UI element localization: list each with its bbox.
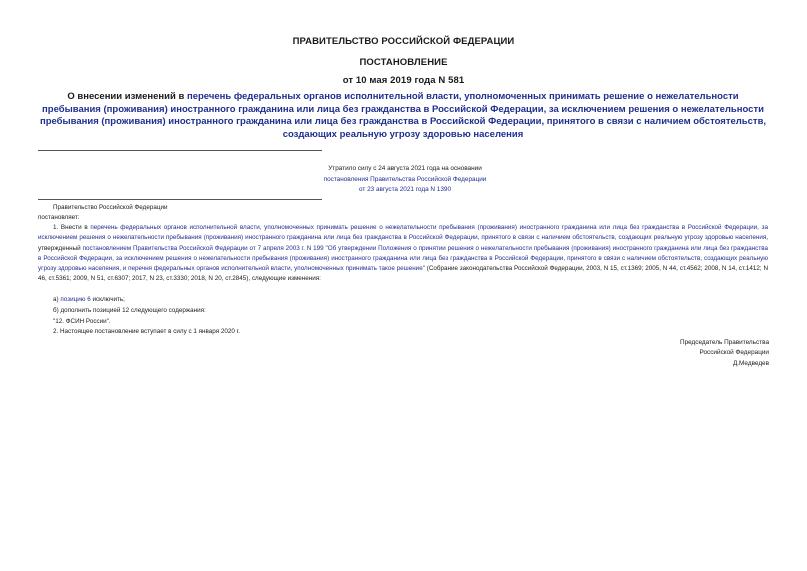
- date-number-heading: от 10 мая 2019 года N 581: [342, 75, 465, 86]
- divider-top: [38, 150, 322, 151]
- item-2: 2. Настоящее постановление вступает в силу с 1 января 2020 г.: [53, 328, 240, 335]
- divider-bottom: [38, 199, 322, 200]
- item-1-decree-link[interactable]: постановлением Правительства Российской Федерации от 7 апреля 2003 г. N 199 "Об утверждении Положения о принятии решения о нежелательности пребывания (проживания) иностранного гражданина или лица без гражданства в Российской Федерации, за исключением решения о нежелательности пребывания (проживания) иностранного гражданина или лица без гражданства в Российской Федерации, принятого в связи с наличием обстоятельств, создающих реальную угрозу здоровью населения, и перечня федеральных органов исполнительной власти, уполномоченных принимать такое решение": [38, 244, 768, 273]
- expiry-link-line2[interactable]: от 23 августа 2021 года N 1390: [358, 186, 452, 193]
- document-type-heading: ПОСТАНОВЛЕНИЕ: [359, 57, 448, 68]
- signature-position-line1: Председатель Правительства: [680, 339, 769, 346]
- item-a: [53, 295, 125, 305]
- government-heading: ПРАВИТЕЛЬСТВО РОССИЙСКОЙ ФЕДЕРАЦИИ: [292, 36, 515, 47]
- expiry-note-line: Утратило силу с 24 августа 2021 года на основании: [328, 165, 482, 172]
- item-b: б) дополнить позицией 12 следующего содержания:: [53, 307, 206, 314]
- item-1-paragraph: [38, 223, 768, 285]
- title-link[interactable]: перечень федеральных органов исполнительной власти, уполномоченных принимать решение о нежелательности пребывания (проживания) иностранного гражданина или лица без гражданства в Российской Федерации, за исключением решения о нежелательности пребывания (проживания) иностранного гражданина или лица без гражданства в Российской Федерации, принятого в связи с наличием обстоятельств, создающих реальную угрозу здоровью населения: [39, 91, 767, 140]
- item-1-text-a: 1. Внести в: [53, 224, 91, 231]
- signature-position-line2: Российской Федерации: [699, 349, 769, 356]
- expiry-note: [300, 164, 510, 196]
- item-a-prefix: а): [53, 296, 61, 303]
- decrees-text: постановляет:: [38, 214, 80, 221]
- item-1-text-b: , утвержденный: [38, 234, 768, 252]
- title-prefix: О внесении изменений в: [67, 91, 187, 102]
- item-1-text-c: (Собрание законодательства Российской Федерации, 2003, N 15, ст.1369; 2005, N 44, ст.4562; 2008, N 14, ст.1412; N 46, ст.5361; 2009, N 51, ст.6307; 2017, N 23, ст.3330; 2018, N 20, ст.2845), следующие изменения:: [38, 265, 768, 283]
- expiry-link-line1[interactable]: постановления Правительства Российской Федерации: [323, 175, 487, 183]
- issuer-text: Правительство Российской Федерации: [53, 204, 168, 211]
- item-a-link[interactable]: позицию 6: [60, 296, 91, 303]
- signature-name: Д.Медведев: [732, 360, 769, 367]
- document-title: [38, 91, 768, 141]
- item-1-list-link[interactable]: перечень федеральных органов исполнительной власти, уполномоченных принимать решение о нежелательности пребывания (проживания) иностранного гражданина или лица без гражданства в Российской Федерации, за исключением решения о нежелательности пребывания (проживания) иностранного гражданина или лица без гражданства в Российской Федерации, принятого в связи с наличием обстоятельств, создающих реальную угрозу здоровью населения: [38, 224, 769, 242]
- item-b-quote: "12. ФСИН России".: [53, 318, 111, 325]
- item-a-suffix: исключить;: [90, 296, 125, 303]
